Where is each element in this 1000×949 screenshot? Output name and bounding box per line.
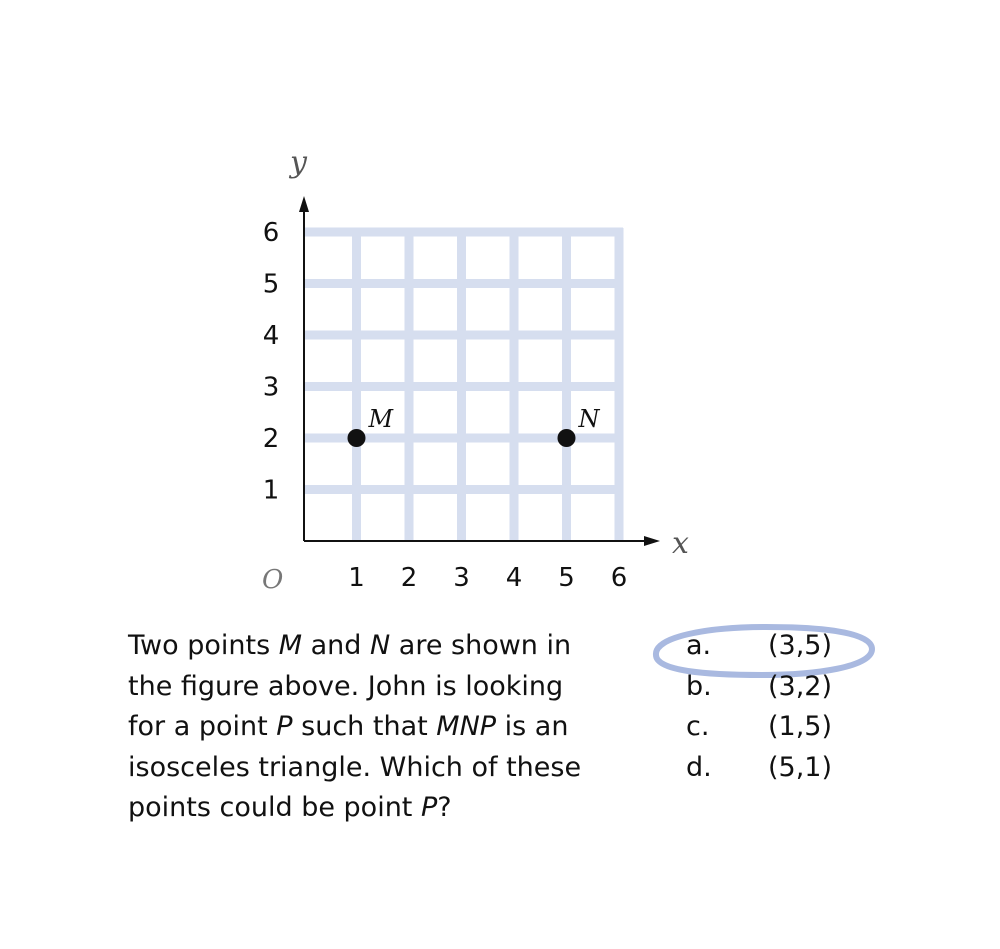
choice-value: (5,1) xyxy=(768,751,833,783)
y-axis-arrow xyxy=(299,196,309,212)
question-text-segment: is an isosceles triangle. Which of these points could be point xyxy=(128,711,582,823)
question-text-segment: and xyxy=(302,630,370,661)
choice-value: (3,2) xyxy=(768,670,833,702)
point-m-label: M xyxy=(368,405,394,433)
point-n-dot xyxy=(558,429,576,447)
question-variable: N xyxy=(369,630,391,661)
grid-lines xyxy=(304,228,623,541)
question-variable: P xyxy=(420,792,438,823)
question-text xyxy=(128,626,598,829)
y-tick-label: 2 xyxy=(262,424,280,454)
answer-choices xyxy=(686,626,906,788)
choice-letter: c. xyxy=(686,711,710,742)
y-tick-labels xyxy=(263,218,280,506)
y-tick-label: 3 xyxy=(262,372,280,403)
y-axis-label: y xyxy=(290,145,307,180)
choice-letter: b. xyxy=(686,670,712,702)
question-variable: P xyxy=(276,711,293,742)
x-axis-arrow xyxy=(644,536,660,546)
question-text-segment: are shown in the figure above. John is looking for a point xyxy=(128,630,572,742)
answer-choice[interactable] xyxy=(686,667,906,708)
choice-letter: d. xyxy=(686,751,712,783)
x-tick-label: 5 xyxy=(558,563,575,593)
question-text-segment: ? xyxy=(437,792,452,823)
answer-choice[interactable] xyxy=(686,748,906,789)
question-text-segment: Two points xyxy=(128,630,279,661)
question-text-segment: such that xyxy=(292,711,437,742)
origin-label: O xyxy=(262,565,284,595)
x-axis-label: x xyxy=(672,526,689,561)
choice-value: (1,5) xyxy=(768,711,833,742)
question-variable: MNP xyxy=(436,711,497,742)
y-tick-label: 6 xyxy=(262,218,280,248)
y-tick-label: 5 xyxy=(262,269,280,300)
question-variable: M xyxy=(278,630,303,661)
x-tick-label: 4 xyxy=(505,563,523,593)
answer-choice[interactable] xyxy=(686,626,906,667)
choice-value: (3,5) xyxy=(768,630,833,661)
y-tick-label: 4 xyxy=(262,321,280,351)
x-tick-label: 6 xyxy=(610,563,628,593)
x-tick-labels xyxy=(348,563,627,593)
point-m-dot xyxy=(348,429,366,447)
answer-choice[interactable] xyxy=(686,707,906,748)
x-tick-label: 1 xyxy=(348,563,365,593)
x-tick-label: 2 xyxy=(400,563,418,593)
point-n-label: N xyxy=(578,405,600,433)
choice-letter: a. xyxy=(686,630,712,661)
y-tick-label: 1 xyxy=(262,475,280,506)
x-tick-label: 3 xyxy=(453,563,470,593)
